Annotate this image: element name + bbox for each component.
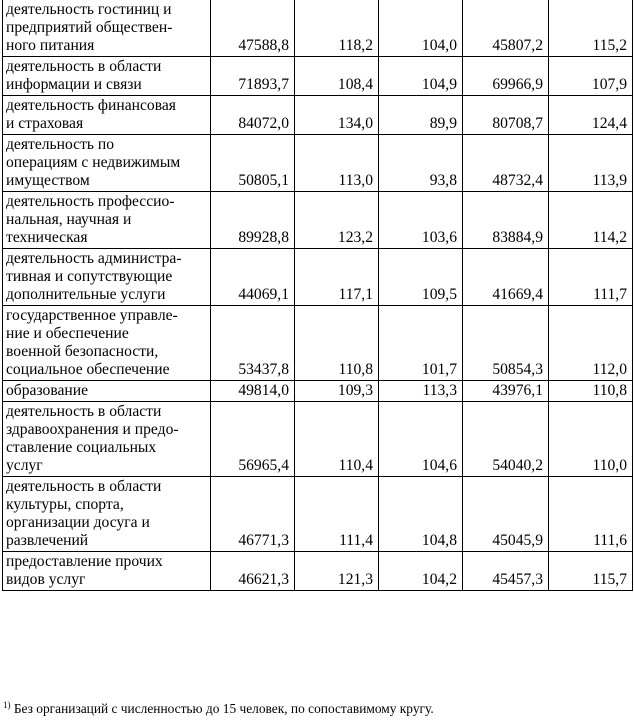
value-cell-col4: 50854,3 xyxy=(463,306,549,381)
activity-name-line: деятельность по xyxy=(6,136,115,153)
table-body xyxy=(3,0,633,591)
value-cell-col2: 121,3 xyxy=(295,552,379,591)
table-row xyxy=(3,135,633,192)
value-cell-col4: 80708,7 xyxy=(463,96,549,135)
activity-name-cell xyxy=(3,249,211,306)
value-cell-col2: 111,4 xyxy=(295,477,379,552)
value-cell-col5: 124,4 xyxy=(549,96,633,135)
activity-name-line: ние и обеспечение xyxy=(6,325,129,342)
activity-name-cell xyxy=(3,381,211,402)
value-cell-col5: 110,8 xyxy=(549,381,633,402)
activity-name-line: имуществом xyxy=(6,172,90,189)
activity-name-line: военной безопасности, xyxy=(6,343,159,360)
value-cell-col3: 93,8 xyxy=(379,135,463,192)
activity-name-line: деятельность в области xyxy=(6,403,162,420)
value-cell-col2: 134,0 xyxy=(295,96,379,135)
value-cell-col3: 104,2 xyxy=(379,552,463,591)
activity-name-cell xyxy=(3,306,211,381)
activity-name-line: операциям с недвижимым xyxy=(6,154,181,171)
activity-name-line: деятельность гостиниц и xyxy=(6,1,172,18)
value-cell-col5: 107,9 xyxy=(549,57,633,96)
value-cell-col2: 110,8 xyxy=(295,306,379,381)
value-cell-col5: 115,2 xyxy=(549,0,633,57)
value-cell-col2: 117,1 xyxy=(295,249,379,306)
activity-name-line: деятельность в области xyxy=(6,478,162,495)
value-cell-col3: 101,7 xyxy=(379,306,463,381)
activity-name-line: деятельность профессио- xyxy=(6,193,175,210)
activity-name-line: организации досуга и xyxy=(6,514,150,531)
activity-name-line: культуры, спорта, xyxy=(6,496,124,513)
value-cell-col5: 114,2 xyxy=(549,192,633,249)
activity-name-line: социальное обеспечение xyxy=(6,361,170,378)
value-cell-col4: 43976,1 xyxy=(463,381,549,402)
activity-name-line: ного питания xyxy=(6,37,95,54)
activity-name-line: предприятий обществен- xyxy=(6,19,173,36)
activity-name-cell xyxy=(3,402,211,477)
value-cell-col4: 45045,9 xyxy=(463,477,549,552)
table-row xyxy=(3,552,633,591)
value-cell-col3: 109,5 xyxy=(379,249,463,306)
activity-name-line: предоставление прочих xyxy=(6,553,163,570)
value-cell-col4: 48732,4 xyxy=(463,135,549,192)
activity-name-cell xyxy=(3,96,211,135)
activity-name-line: деятельность в области xyxy=(6,58,162,75)
footnote-marker: 1) xyxy=(3,700,11,710)
footnote-text: Без организаций с численностью до 15 человек, по сопоставимому кругу. xyxy=(10,701,434,716)
activity-name-line: информации и связи xyxy=(6,76,142,93)
table-row xyxy=(3,306,633,381)
activity-name-cell xyxy=(3,57,211,96)
activity-name-line: дополнительные услуги xyxy=(6,286,166,303)
value-cell-col1: 49814,0 xyxy=(211,381,295,402)
activity-name-cell xyxy=(3,135,211,192)
table-row xyxy=(3,249,633,306)
value-cell-col4: 83884,9 xyxy=(463,192,549,249)
value-cell-col3: 113,3 xyxy=(379,381,463,402)
table-row xyxy=(3,57,633,96)
value-cell-col4: 69966,9 xyxy=(463,57,549,96)
value-cell-col1: 46771,3 xyxy=(211,477,295,552)
value-cell-col1: 56965,4 xyxy=(211,402,295,477)
value-cell-col1: 84072,0 xyxy=(211,96,295,135)
activity-name-line: государственное управле- xyxy=(6,307,178,324)
value-cell-col2: 113,0 xyxy=(295,135,379,192)
table-row xyxy=(3,381,633,402)
value-cell-col5: 115,7 xyxy=(549,552,633,591)
table-row xyxy=(3,477,633,552)
value-cell-col1: 53437,8 xyxy=(211,306,295,381)
value-cell-col3: 103,6 xyxy=(379,192,463,249)
value-cell-col1: 47588,8 xyxy=(211,0,295,57)
activity-name-line: образование xyxy=(6,382,89,399)
value-cell-col5: 110,0 xyxy=(549,402,633,477)
table-row xyxy=(3,192,633,249)
value-cell-col2: 123,2 xyxy=(295,192,379,249)
value-cell-col2: 109,3 xyxy=(295,381,379,402)
activity-name-cell xyxy=(3,477,211,552)
value-cell-col5: 112,0 xyxy=(549,306,633,381)
activity-name-line: ставление социальных xyxy=(6,439,157,456)
activity-name-line: здравоохранения и предо- xyxy=(6,421,179,438)
value-cell-col3: 104,0 xyxy=(379,0,463,57)
activity-name-line: развлечений xyxy=(6,532,89,549)
value-cell-col3: 104,9 xyxy=(379,57,463,96)
value-cell-col5: 111,7 xyxy=(549,249,633,306)
wage-statistics-table xyxy=(2,0,633,591)
activity-name-line: услуг xyxy=(6,457,43,474)
value-cell-col1: 89928,8 xyxy=(211,192,295,249)
table-row xyxy=(3,0,633,57)
footnote xyxy=(3,700,434,717)
activity-name-line: тивная и сопутствующие xyxy=(6,268,173,285)
value-cell-col5: 113,9 xyxy=(549,135,633,192)
value-cell-col4: 54040,2 xyxy=(463,402,549,477)
activity-name-cell xyxy=(3,552,211,591)
table-row xyxy=(3,402,633,477)
activity-name-line: деятельность финансовая xyxy=(6,97,176,114)
value-cell-col1: 71893,7 xyxy=(211,57,295,96)
value-cell-col2: 108,4 xyxy=(295,57,379,96)
activity-name-line: и страховая xyxy=(6,115,84,132)
value-cell-col1: 44069,1 xyxy=(211,249,295,306)
activity-name-line: деятельность администра- xyxy=(6,250,182,267)
activity-name-line: видов услуг xyxy=(6,571,86,588)
activity-name-line: техническая xyxy=(6,229,88,246)
value-cell-col3: 104,8 xyxy=(379,477,463,552)
table-row xyxy=(3,96,633,135)
value-cell-col2: 118,2 xyxy=(295,0,379,57)
value-cell-col4: 41669,4 xyxy=(463,249,549,306)
value-cell-col5: 111,6 xyxy=(549,477,633,552)
value-cell-col1: 50805,1 xyxy=(211,135,295,192)
value-cell-col2: 110,4 xyxy=(295,402,379,477)
value-cell-col4: 45457,3 xyxy=(463,552,549,591)
value-cell-col3: 104,6 xyxy=(379,402,463,477)
value-cell-col4: 45807,2 xyxy=(463,0,549,57)
activity-name-line: нальная, научная и xyxy=(6,211,132,228)
value-cell-col1: 46621,3 xyxy=(211,552,295,591)
value-cell-col3: 89,9 xyxy=(379,96,463,135)
activity-name-cell xyxy=(3,0,211,57)
activity-name-cell xyxy=(3,192,211,249)
